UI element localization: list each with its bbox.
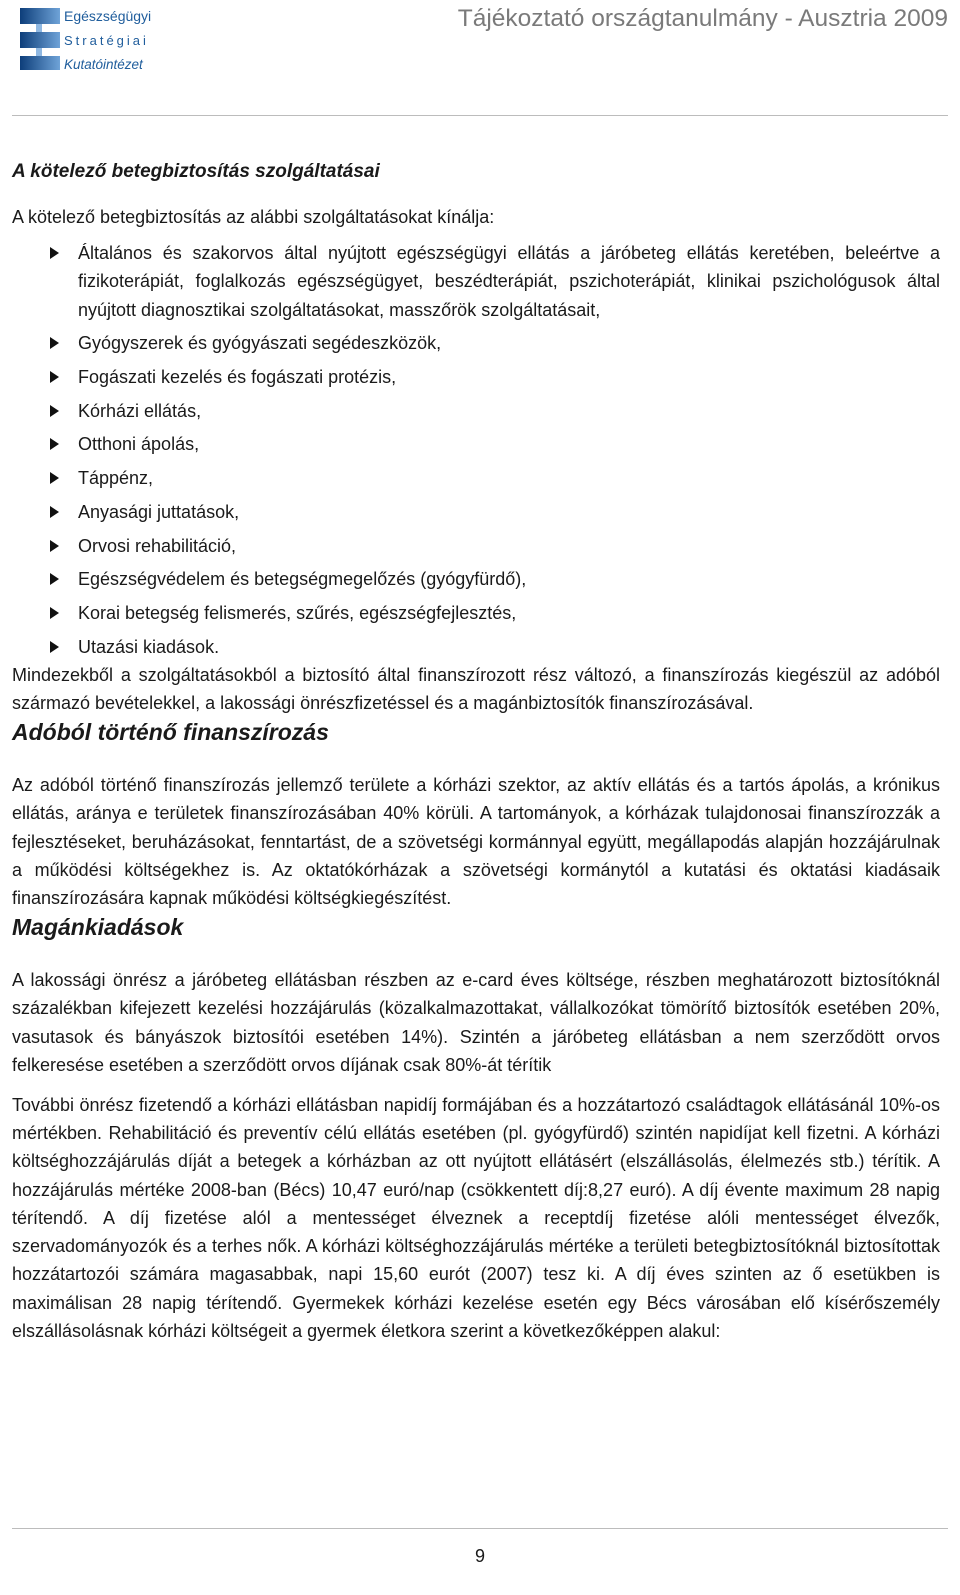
bullet-triangle-icon xyxy=(50,540,59,552)
section-title-services: A kötelező betegbiztosítás szolgáltatásai xyxy=(12,161,380,182)
bullet-triangle-icon xyxy=(50,573,59,585)
bullet-triangle-icon xyxy=(50,247,59,259)
list-item-text: Fogászati kezelés és fogászati protézis, xyxy=(78,367,397,388)
services-summary-paragraph: Mindezekből a szolgáltatásokból a biztosító által finanszírozott rész változó, a finanszírozás kiegészül az adóból származó bevételekkel, a lakossági önrészfizetéssel és a magánbiztosítók finanszírozásával. xyxy=(12,664,940,714)
list-item-text: Otthoni ápolás, xyxy=(78,434,200,455)
list-item-text: Gyógyszerek és gyógyászati segédeszközök, xyxy=(78,333,442,354)
list-item xyxy=(12,633,940,661)
bullet-triangle-icon xyxy=(50,506,59,518)
tax-financing-paragraph: Az adóból történő finanszírozás jellemző területe a kórházi szektor, az aktív ellátás és a tartós ápolás, a krónikus ellátás, aránya e területek finanszírozásában 40% körüli. A tartományok, a kórházak tulajdonosai finanszírozzák a fejlesztéseket, beruházásokat, fenntartást, de a szövetségi kormánnyal együtt, megállapodás alapján hozzájárulnak a működési költségekhez is. Az oktatókórházak a szövetségi kormánytól a kutatási és oktatási kiadásaik finanszírozására kapnak működési költségkiegészítést. xyxy=(12,775,940,909)
footer-divider xyxy=(12,1528,948,1529)
bullet-triangle-icon xyxy=(50,607,59,619)
list-item-text: Korai betegség felismerés, szűrés, egészségfejlesztés, xyxy=(78,602,517,623)
section-title-private-expenses: Magánkiadások xyxy=(12,914,184,941)
logo-line-3: Kutatóintézet xyxy=(64,57,143,72)
list-item xyxy=(12,397,940,425)
list-item-text: Általános és szakorvos által nyújtott egészségügyi ellátás a járóbeteg ellátás keretében, beleértve a fizikoterápiát, foglalkozás egészségügyet, beszédterápiát, pszichoterápiát, klinikai pszichológusok által nyújtott diagnosztikai szolgáltatásokat, masszőrök szolgáltatásait, xyxy=(78,243,940,320)
bullet-triangle-icon xyxy=(50,371,59,383)
list-item-text: Orvosi rehabilitáció, xyxy=(78,535,237,556)
main-content xyxy=(12,150,940,1345)
institute-logo xyxy=(18,4,178,74)
logo-mark-icon xyxy=(18,4,62,74)
list-item xyxy=(12,430,940,458)
logo-line-1: Egészségügyi xyxy=(64,8,152,24)
list-item-text: Egészségvédelem és betegségmegelőzés (gyógyfürdő), xyxy=(78,569,527,590)
list-item xyxy=(12,599,940,627)
bullet-triangle-icon xyxy=(50,337,59,349)
section-title-tax-financing: Adóból történő finanszírozás xyxy=(12,719,329,746)
document-header-title: Tájékoztató országtanulmány - Ausztria 2009 xyxy=(457,5,948,32)
list-item xyxy=(12,498,940,526)
private-expenses-paragraph-2: További önrész fizetendő a kórházi ellátásban napidíj formájában és a hozzátartozó családtagok ellátásánál 10%-os mértékben. Rehabilitáció és preventív célú ellátás esetében (pl. gyógyfürdő) szintén napidíjat kell fizetni. A kórházi költséghozzájárulás díját a betegek a kórházban az ott nyújtott ellátásért (elszállásolás, élelmezés stb.) térítik. A hozzájárulás mértéke 2008-ban (Bécs) 10,47 euró/nap (csökkentett díj:8,27 euró). A díj évente maximum 28 napig térítendő. A díj fizetése alól a mentességet élveznek a receptdíj fizetése alóli mentességet élvezők, szervadományozók és a terhes nők. A kórházi költséghozzájárulás mértéke a területi betegbiztosítóknál biztosítottak hozzátartozói számára magasabbak, napi 15,60 eurót (2007) tesz ki. A díj éves szinten az ő esetükben is maximálisan 28 napig térítendő. Gyermekek kórházi kezelése esetén egy Bécs városában elő kísérőszemély elszállásolásnak kórházi költségeit a gyermek életkora szerint a következőképpen alakul: xyxy=(12,1095,940,1341)
list-item xyxy=(12,239,940,324)
list-item-text: Táppénz, xyxy=(78,468,154,489)
list-item-text: Kórházi ellátás, xyxy=(78,400,202,421)
logo-line-2: Stratégiai xyxy=(64,33,149,48)
bullet-triangle-icon xyxy=(50,472,59,484)
header-divider xyxy=(12,115,948,116)
services-list xyxy=(12,239,940,661)
bullet-triangle-icon xyxy=(50,438,59,450)
list-item xyxy=(12,464,940,492)
private-expenses-paragraph-1: A lakossági önrész a járóbeteg ellátásban részben az e-card éves költsége, részben meghatározott biztosítóknál százalékban kifejezett kezelési hozzájárulás (közalkalmazottakat, vállalkozókat tömörítő biztosítók esetében 20%, vasutasok és bányászok biztosítói esetében 14%). Szintén a járóbeteg ellátásban a nem szerződött orvos felkeresése esetében a szerződött orvos díjának csak 80%-át térítik xyxy=(12,970,940,1075)
bullet-triangle-icon xyxy=(50,641,59,653)
list-item-text: Utazási kiadások. xyxy=(78,636,220,657)
bullet-triangle-icon xyxy=(50,405,59,417)
list-item xyxy=(12,532,940,560)
list-item xyxy=(12,363,940,391)
list-item xyxy=(12,329,940,357)
list-item xyxy=(12,565,940,593)
list-item-text: Anyasági juttatások, xyxy=(78,501,240,522)
services-intro: A kötelező betegbiztosítás az alábbi szolgáltatásokat kínálja: xyxy=(12,207,495,227)
page-number: 9 xyxy=(474,1546,485,1566)
